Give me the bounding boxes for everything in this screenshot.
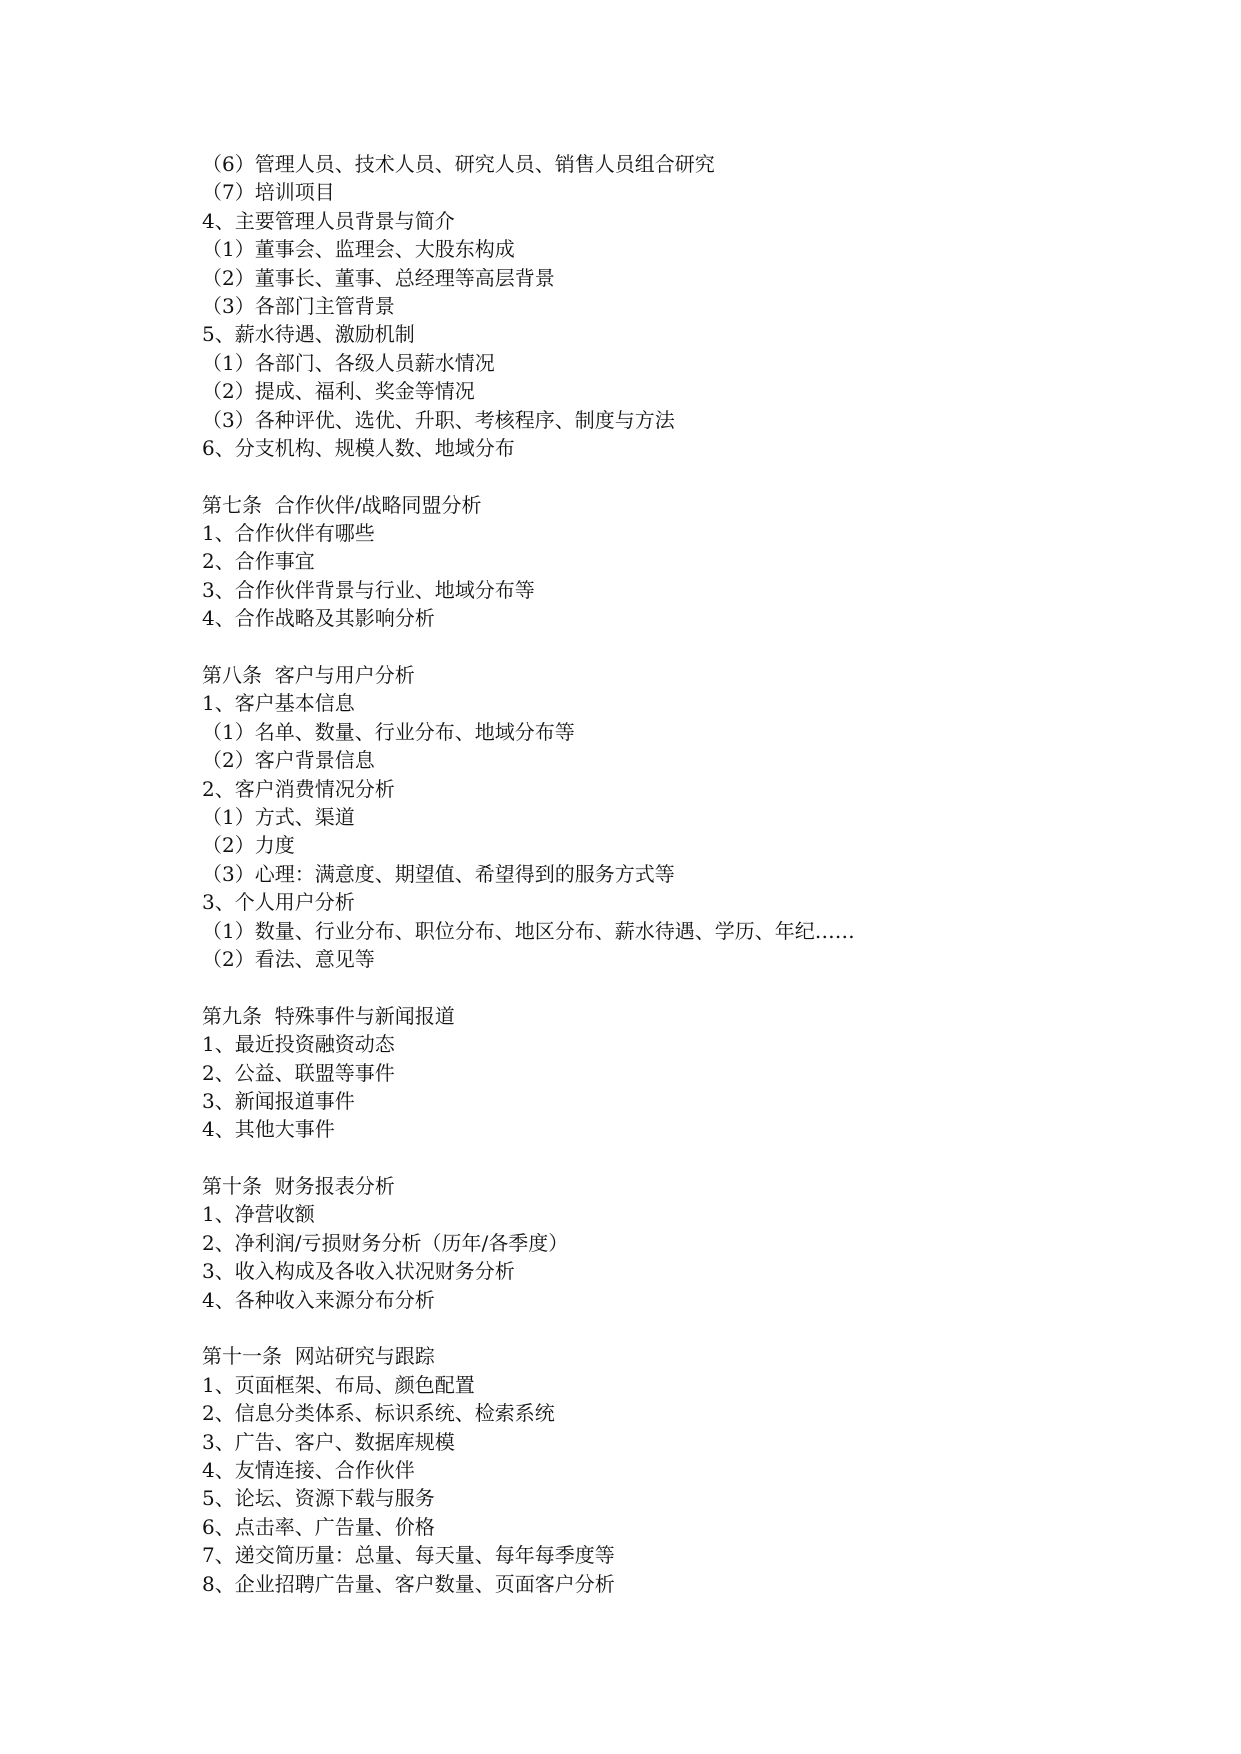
list-item: （3）各部门主管背景	[202, 293, 395, 318]
list-item: 2、净利润/亏损财务分析（历年/各季度）	[202, 1230, 569, 1255]
list-item: 4、合作战略及其影响分析	[202, 606, 435, 631]
list-item: 5、论坛、资源下载与服务	[202, 1486, 435, 1511]
list-item: 7、递交简历量：总量、每天量、每年每季度等	[202, 1543, 615, 1568]
list-item: （1）方式、渠道	[202, 804, 355, 829]
list-item: （3）心理：满意度、期望值、希望得到的服务方式等	[202, 861, 675, 886]
list-item: 4、友情连接、合作伙伴	[202, 1457, 415, 1482]
list-item: （3）各种评优、选优、升职、考核程序、制度与方法	[202, 407, 675, 432]
list-item: 3、个人用户分析	[202, 890, 355, 915]
list-item: （2）客户背景信息	[202, 748, 375, 773]
list-item: 1、页面框架、布局、颜色配置	[202, 1372, 475, 1397]
list-item: 1、最近投资融资动态	[202, 1032, 395, 1057]
list-item: （2）董事长、董事、总经理等高层背景	[202, 265, 555, 290]
list-item: （2）力度	[202, 833, 295, 858]
list-item: （2）提成、福利、奖金等情况	[202, 379, 475, 404]
document-page	[202, 150, 1162, 1598]
list-item: 5、薪水待遇、激励机制	[202, 322, 415, 347]
paragraph-gap	[202, 633, 1162, 661]
list-item: （1）数量、行业分布、职位分布、地区分布、薪水待遇、学历、年纪……	[202, 918, 855, 943]
list-item: 2、合作事宜	[202, 549, 315, 574]
list-item: （1）各部门、各级人员薪水情况	[202, 350, 495, 375]
list-item: 4、各种收入来源分布分析	[202, 1287, 435, 1312]
list-item: 1、合作伙伴有哪些	[202, 521, 375, 546]
section-heading: 第七条 合作伙伴/战略同盟分析	[202, 492, 482, 517]
list-item: （7）培训项目	[202, 180, 335, 205]
list-item: 8、企业招聘广告量、客户数量、页面客户分析	[202, 1571, 615, 1596]
list-item: 3、广告、客户、数据库规模	[202, 1429, 455, 1454]
list-item: 1、客户基本信息	[202, 691, 355, 716]
list-item: （2）看法、意见等	[202, 946, 375, 971]
paragraph-gap	[202, 462, 1162, 490]
list-item: 6、分支机构、规模人数、地域分布	[202, 435, 515, 460]
paragraph-gap	[202, 1314, 1162, 1342]
list-item: 2、信息分类体系、标识系统、检索系统	[202, 1401, 555, 1426]
list-item: 3、合作伙伴背景与行业、地域分布等	[202, 577, 535, 602]
list-item: 3、新闻报道事件	[202, 1088, 355, 1113]
list-item: 2、客户消费情况分析	[202, 776, 395, 801]
paragraph-gap	[202, 973, 1162, 1001]
list-item: 2、公益、联盟等事件	[202, 1060, 395, 1085]
list-item: 4、其他大事件	[202, 1117, 335, 1142]
list-item: 6、点击率、广告量、价格	[202, 1514, 435, 1539]
list-item: 4、主要管理人员背景与简介	[202, 208, 455, 233]
list-item: 3、收入构成及各收入状况财务分析	[202, 1259, 515, 1284]
paragraph-gap	[202, 1144, 1162, 1172]
list-item: （6）管理人员、技术人员、研究人员、销售人员组合研究	[202, 152, 715, 176]
list-item: （1）名单、数量、行业分布、地域分布等	[202, 719, 575, 744]
section-heading: 第九条 特殊事件与新闻报道	[202, 1003, 455, 1028]
section-heading: 第十条 财务报表分析	[202, 1174, 395, 1199]
section-heading: 第十一条 网站研究与跟踪	[202, 1344, 435, 1369]
list-item: （1）董事会、监理会、大股东构成	[202, 237, 515, 262]
section-heading: 第八条 客户与用户分析	[202, 663, 415, 688]
list-item: 1、净营收额	[202, 1202, 315, 1227]
